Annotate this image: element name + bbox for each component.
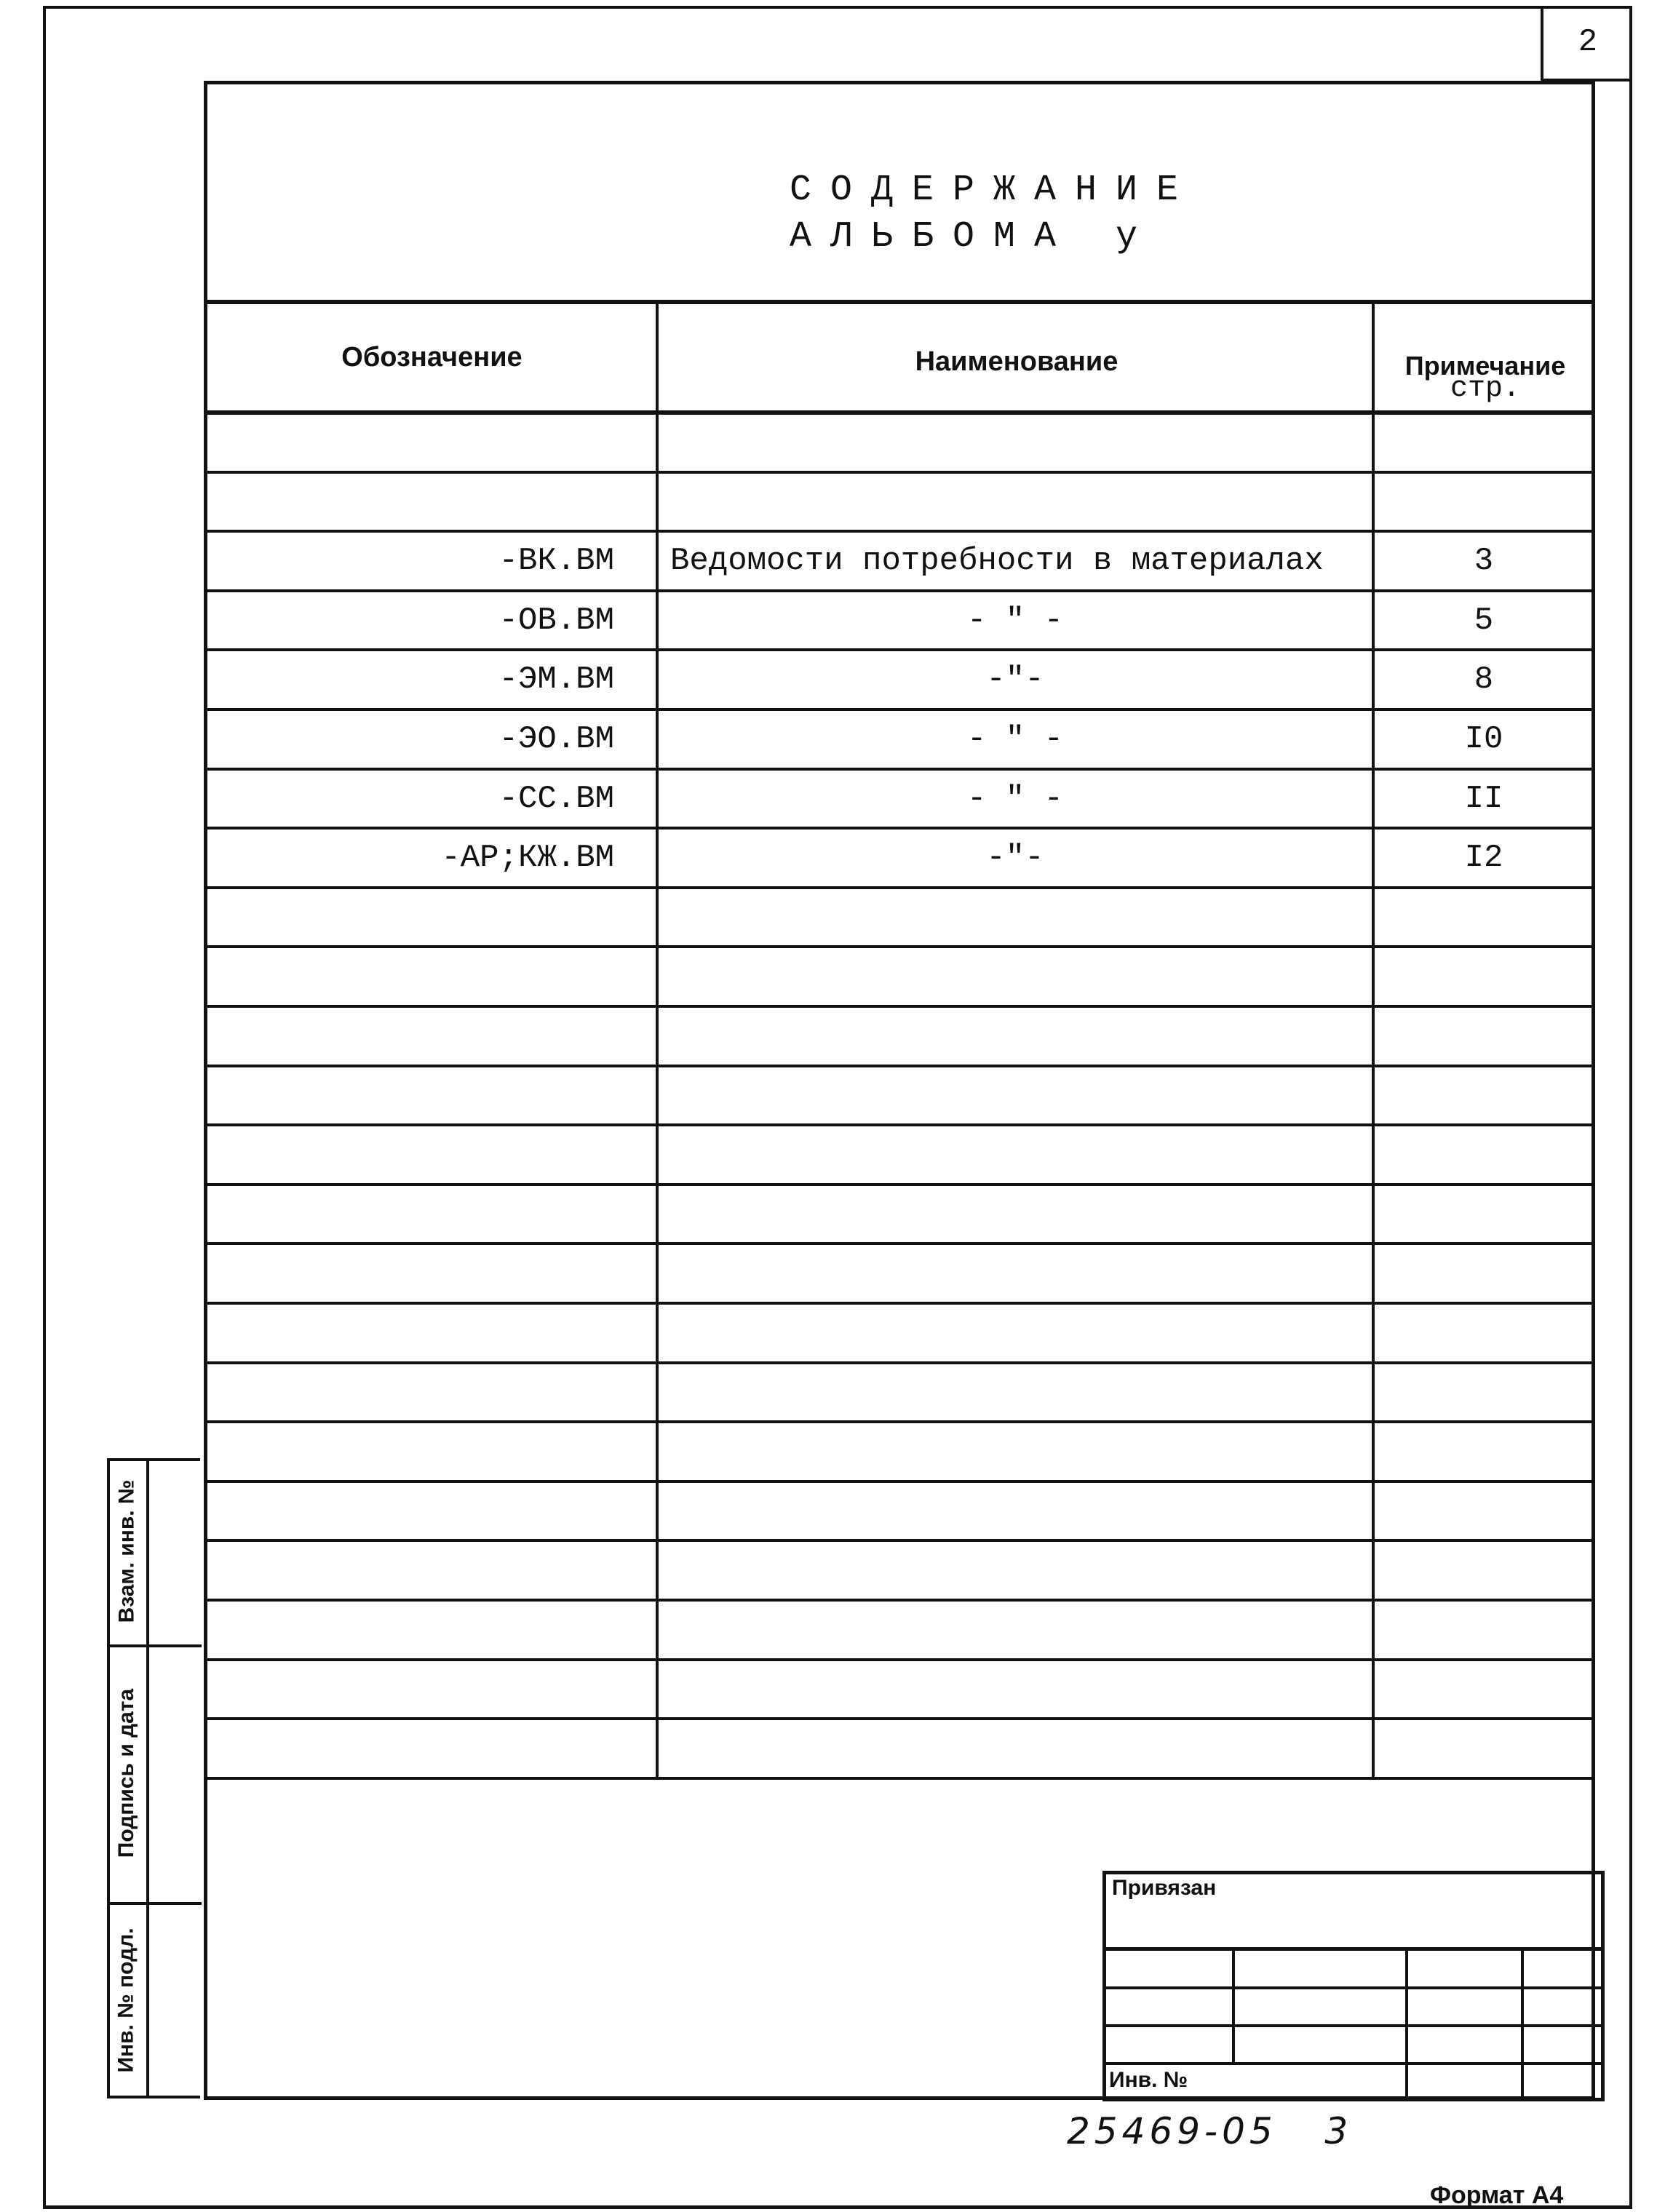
row-name: - " -: [966, 721, 1064, 757]
row-divider: [204, 1480, 1595, 1483]
row-page: [1375, 413, 1593, 472]
row-designation: [207, 472, 614, 532]
row-divider: [204, 1777, 1595, 1780]
divider: [1102, 1947, 1605, 1951]
attached-label: Привязан: [1112, 1876, 1217, 1900]
row-page: [1375, 472, 1593, 532]
row-designation: -СС.ВМ: [498, 780, 614, 817]
row-page: II: [1464, 780, 1503, 817]
row-page: 8: [1474, 661, 1494, 699]
row-name: - " -: [966, 602, 1064, 639]
divider: [1102, 2062, 1605, 2065]
divider: [1521, 1947, 1524, 2101]
row-name: -"-: [986, 840, 1044, 877]
row-divider: [204, 1302, 1595, 1305]
header-note-sub: стр.: [1450, 373, 1520, 405]
row-divider: [204, 945, 1595, 948]
title-line-2: АЛЬБОМА у: [790, 216, 1157, 258]
row-divider: [204, 1599, 1595, 1602]
document-title: [204, 167, 1595, 260]
row-divider: [204, 1539, 1595, 1542]
side-label-original-inv: Инв. № подл.: [114, 1927, 138, 2073]
side-label-replacement-inv: Взам. инв. №: [114, 1479, 139, 1623]
row-page: I2: [1464, 840, 1503, 877]
row-name: -"-: [986, 661, 1044, 699]
divider: [1405, 1947, 1408, 2101]
divider: [146, 1458, 149, 2098]
row-page: I0: [1464, 721, 1503, 757]
row-name: [659, 472, 1372, 532]
divider: [1102, 2024, 1605, 2027]
row-name: [659, 413, 1372, 472]
table-top-border: [204, 300, 1595, 304]
row-designation: -ЭМ.ВМ: [498, 661, 614, 699]
divider: [1102, 1986, 1605, 1989]
side-label-signature-date: Подпись и дата: [114, 1688, 139, 1858]
row-designation: [207, 413, 614, 472]
format-label: Формат А4: [1430, 2181, 1564, 2209]
divider: [107, 1644, 202, 1647]
row-designation: -ВК.ВМ: [498, 543, 614, 580]
divider: [1232, 1947, 1235, 2064]
page-number: 2: [1541, 6, 1632, 81]
header-name: Наименование: [915, 346, 1118, 377]
row-divider: [204, 1717, 1595, 1720]
row-divider: [204, 1065, 1595, 1067]
row-designation: -ОВ.ВМ: [498, 602, 614, 639]
row-page: 3: [1474, 543, 1494, 580]
title-line-1: СОДЕРЖАНИЕ: [790, 170, 1198, 211]
handwritten-number: 25469-05 3: [1067, 2110, 1353, 2152]
row-divider: [204, 1242, 1595, 1245]
row-page: 5: [1474, 602, 1494, 639]
row-divider: [204, 1123, 1595, 1126]
row-divider: [204, 1658, 1595, 1661]
header-designation: Обозначение: [341, 342, 522, 373]
row-divider: [204, 1420, 1595, 1423]
row-designation: -ЭО.ВМ: [498, 721, 614, 757]
row-divider: [204, 1183, 1595, 1186]
row-name: - " -: [966, 780, 1064, 817]
row-designation: -АР;КЖ.ВМ: [441, 840, 614, 877]
inv-no-label: Инв. №: [1109, 2068, 1188, 2092]
row-divider: [204, 1005, 1595, 1008]
row-name: Ведомости потребности в материалах: [670, 543, 1324, 580]
row-divider: [204, 1361, 1595, 1364]
header-note: Примечание: [1404, 351, 1566, 381]
divider: [107, 1902, 202, 1905]
